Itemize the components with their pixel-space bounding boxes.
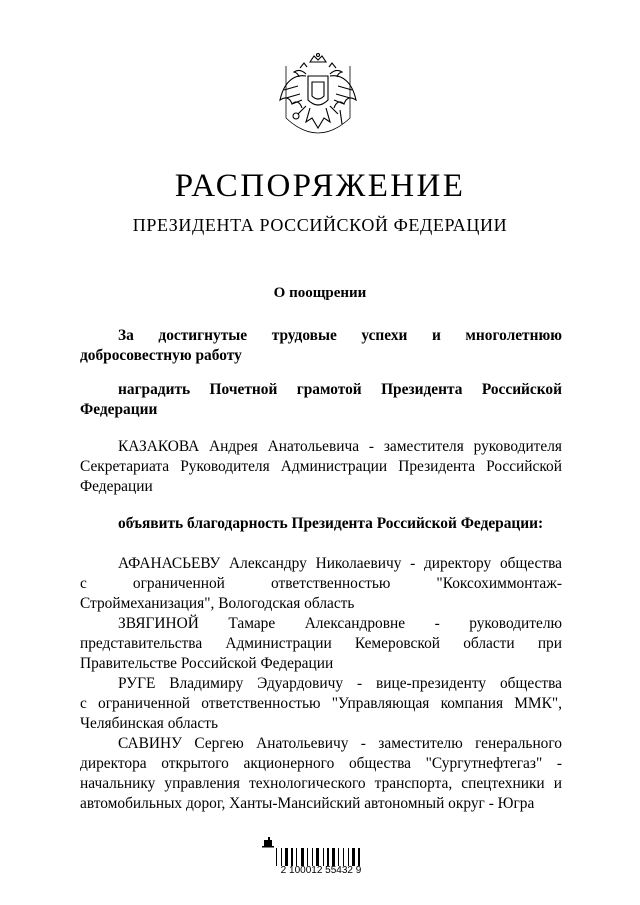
recipient-ruge bbox=[80, 674, 562, 734]
recipient-line: автомобильных дорог, Ханты-Мансийский автономный округ - Югра bbox=[80, 795, 535, 812]
preamble-line: добросовестную работу bbox=[80, 347, 242, 364]
gratitude-heading-text: объявить благодарность Президента Российской Федерации: bbox=[118, 515, 544, 532]
recipient-line: Строймеханизация", Вологодская область bbox=[80, 595, 355, 612]
awardee-paragraph bbox=[80, 437, 562, 497]
recipient-line: директора открытого акционерного общества "Сургутнефтегаз" - bbox=[80, 755, 562, 772]
awardee-line: КАЗАКОВА Андрея Анатольевича - заместителя руководителя bbox=[118, 438, 562, 455]
award-line: наградить Почетной грамотой Президента Российской bbox=[118, 381, 562, 398]
recipient-savin bbox=[80, 734, 562, 814]
barcode-icon bbox=[262, 828, 376, 868]
document-subject: О поощрении bbox=[273, 285, 367, 301]
recipient-line: РУГЕ Владимиру Эдуардовичу - вице-президенту общества bbox=[118, 675, 562, 692]
recipient-line: с ограниченной ответственностью "Управляющая компания ММК", bbox=[80, 695, 562, 712]
recipient-line: Челябинская область bbox=[80, 715, 218, 732]
awardee-line: Федерации bbox=[80, 478, 153, 495]
awardee-line: Секретариата Руководителя Администрации Президента Российской bbox=[80, 458, 562, 475]
recipient-line: с ограниченной ответственностью "Коксохиммонтаж- bbox=[80, 575, 562, 592]
recipient-line: САВИНУ Сергею Анатольевичу - заместителю генерального bbox=[118, 735, 562, 752]
recipient-line: начальнику управления технологического транспорта, спецтехники и bbox=[80, 775, 562, 792]
award-line: Федерации bbox=[80, 401, 158, 418]
barcode-number: 2 100012 55432 9 bbox=[280, 865, 362, 876]
document-subtitle: ПРЕЗИДЕНТА РОССИЙСКОЙ ФЕДЕРАЦИИ bbox=[132, 215, 508, 235]
preamble-line: За достигнутые трудовые успехи и многолетнюю bbox=[118, 327, 562, 344]
barcode-area bbox=[262, 828, 376, 888]
document-title: РАСПОРЯЖЕНИЕ bbox=[174, 168, 466, 204]
award-paragraph bbox=[80, 380, 562, 420]
recipient-line: ЗВЯГИНОЙ Тамаре Александровне - руководителю bbox=[118, 615, 562, 632]
recipient-line: АФАНАСЬЕВУ Александру Николаевичу - директору общества bbox=[118, 555, 562, 572]
recipient-line: представительства Администрации Кемеровской области при bbox=[80, 635, 562, 652]
recipient-afanasyev bbox=[80, 554, 562, 614]
recipient-line: Правительстве Российской Федерации bbox=[80, 655, 334, 672]
russian-coat-of-arms-icon bbox=[276, 52, 360, 140]
recipient-zvyagina bbox=[80, 614, 562, 674]
gratitude-heading bbox=[80, 514, 562, 534]
preamble-paragraph bbox=[80, 326, 562, 366]
